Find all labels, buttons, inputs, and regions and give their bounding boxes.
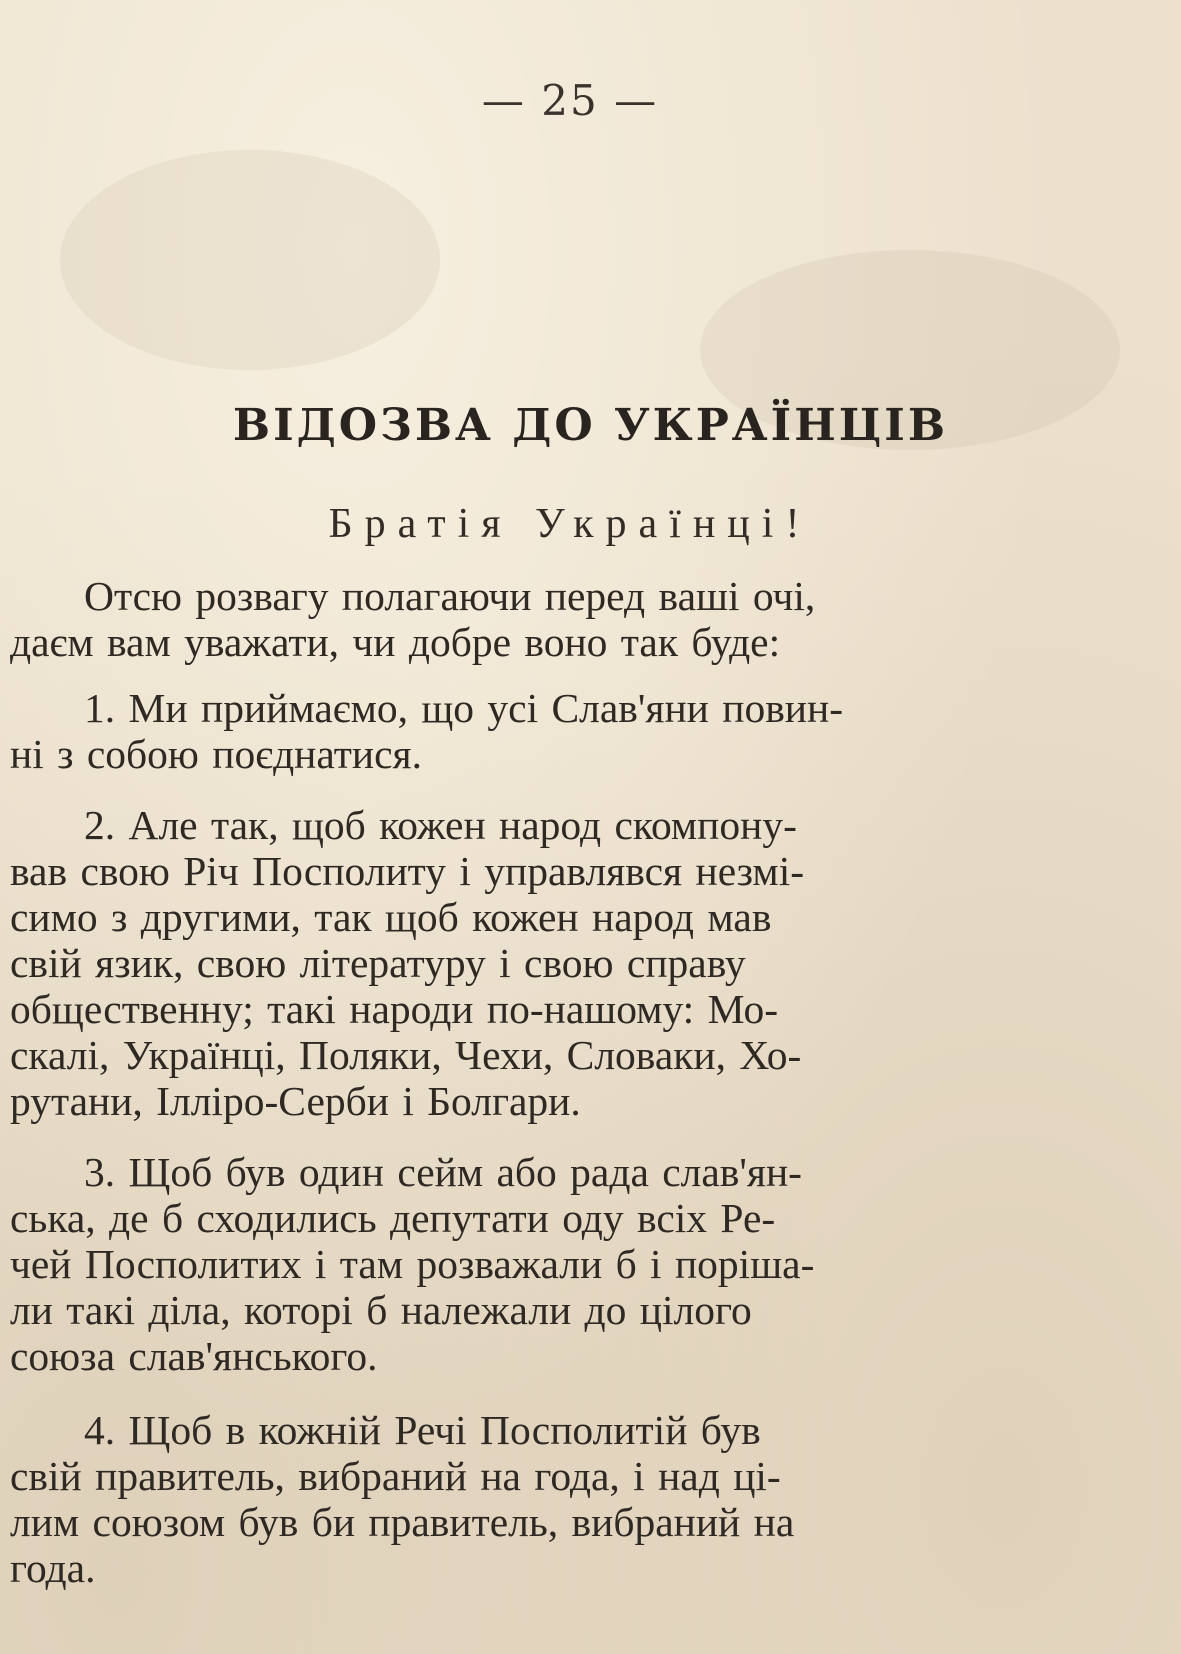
text-line: союза слав'янського. — [10, 1333, 378, 1379]
paragraph-intro — [10, 573, 1135, 665]
text-line: вав свою Річ Посполиту і управлявся незмі- — [10, 848, 805, 894]
document-title: ВІДОЗВА ДО УКРАЇНЦІВ — [232, 400, 949, 451]
text-line: 3. Щоб був один сейм або рада слав'ян- — [84, 1149, 802, 1195]
text-line: даєм вам уважати, чи добре воно так буде: — [10, 619, 781, 665]
text-line: скалі, Українці, Поляки, Чехи, Словаки, Хо- — [10, 1032, 802, 1078]
text-line: чей Посполитих і там розважали б і поріша- — [10, 1241, 815, 1287]
text-line: 1. Ми приймаємо, що усі Слав'яни повин- — [84, 685, 844, 731]
text-line: ні з собою поєднатися. — [10, 731, 422, 777]
text-line: свій язик, свою літературу і свою справу — [10, 940, 746, 986]
paper-stain — [60, 150, 440, 370]
text-line: симо з другими, так щоб кожен народ мав — [10, 894, 772, 940]
text-line: свій правитель, вибраний на года, і над ці- — [10, 1453, 781, 1499]
paragraph-1 — [10, 685, 1135, 777]
text-line: общественну; такі народи по-нашому: Мо- — [10, 986, 779, 1032]
text-line: 2. Але так, щоб кожен народ скомпону- — [84, 802, 797, 848]
paragraph-3 — [10, 1149, 1135, 1379]
text-line: Отсю розвагу полагаючи перед ваші очі, — [84, 573, 816, 619]
paragraph-2 — [10, 802, 1135, 1124]
text-line: рутани, Ілліро-Серби і Болгари. — [10, 1078, 581, 1124]
text-line: года. — [10, 1545, 96, 1591]
text-line: ська, де б сходились депутати оду всіх Ре- — [10, 1195, 776, 1241]
page-number: — 25 — — [481, 76, 659, 125]
paragraph-4 — [10, 1407, 1135, 1591]
text-line: лим союзом був би правитель, вибраний на — [10, 1499, 795, 1545]
text-line: 4. Щоб в кожній Речі Посполитій був — [84, 1407, 761, 1453]
text-line: ли такі діла, которі б належали до цілого — [10, 1287, 752, 1333]
salutation: Братія Українці! — [328, 501, 812, 547]
